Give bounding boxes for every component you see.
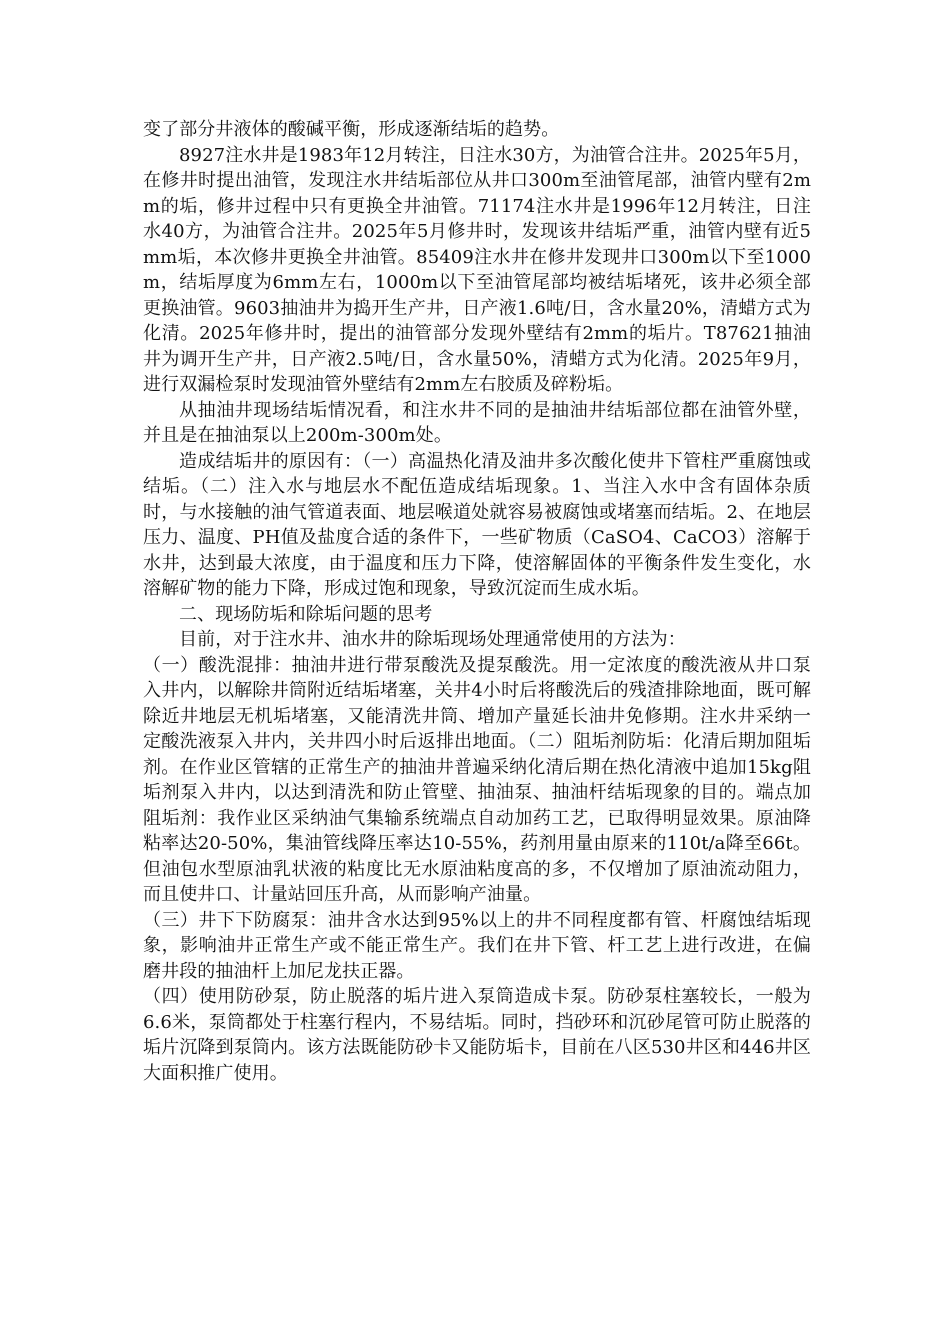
paragraph-well-cases: 8927注水井是1983年12月转注，日注水30方，为油管合注井。2025年5月，在修井时提出油管，发现注水井结垢部位从井口300m至油管尾部，油管内壁有2mm的垢，修井过程中只有更换全井油管。71174注水井是1996年12月转注，日注水40方，为油管合注井。2025年5月修井时，发现该井结垢严重，油管内壁有近5mm垢，本次修井更换全井油管。85409注水井在修井发现井口300m以下至1000m，结垢厚度为6mm左右，1000m以下至油管尾部均被结垢堵死，该井必须全部更换油管。9603抽油井为捣开生产井，日产液1.6吨/日，含水量20%，清蜡方式为化清。2025年修井时，提出的油管部分发现外壁结有2mm的垢片。T87621抽油井为调开生产井，日产液2.5吨/日，含水量50%，清蜡方式为化清。2025年9月，进行双漏检泵时发现油管外壁结有2mm左右胶质及碎粉垢。 — [143, 144, 811, 395]
paragraph-methods-intro: 目前，对于注水井、油水井的除垢现场处理通常使用的方法为： — [179, 629, 686, 650]
paragraph-pump-well-scaling: 从抽油井现场结垢情况看，和注水井不同的是抽油井结垢部位都在油管外壁，并且是在抽油泵以上200m-300m处。 — [143, 399, 811, 446]
paragraph-method-anticorrosion-pump: （三）井下下防腐泵：油井含水达到95%以上的井不同程度都有管、杆腐蚀结垢现象，影响油井正常生产或不能正常生产。我们在井下管、杆工艺上进行改进，在偏磨井段的抽油杆上加尼龙扶正器。 — [143, 909, 811, 982]
paragraph-continuation: 变了部分井液体的酸碱平衡，形成逐渐结垢的趋势。 — [143, 119, 560, 140]
paragraph-scaling-causes: 造成结垢井的原因有：（一）高温热化清及油井多次酸化使井下管柱严重腐蚀或结垢。（二）注入水与地层水不配伍造成结垢现象。1、当注入水中含有固体杂质时，与水接触的油气管道表面、地层喉道处就容易被腐蚀或堵塞而结垢。2、在地层压力、温度、PH值及盐度合适的条件下，一些矿物质（CaSO4、CaCO3）溶解于水井，达到最大浓度，由于温度和压力下降，使溶解固体的平衡条件发生变化，水溶解矿物的能力下降，形成过饱和现象，导致沉淀而生成水垢。 — [143, 450, 811, 599]
paragraph-method-sand-control-pump: （四）使用防砂泵，防止脱落的垢片进入泵筒造成卡泵。防砂泵柱塞较长，一般为6.6米，泵筒都处于柱塞行程内，不易结垢。同时，挡砂环和沉砂尾管可防止脱落的垢片沉降到泵筒内。该方法既能防砂卡又能防垢卡，目前在八区530井区和446井区大面积推广使用。 — [143, 986, 811, 1084]
document-body — [143, 117, 811, 1086]
paragraph-method-acid-wash: （一）酸洗混排：抽油井进行带泵酸洗及提泵酸洗。用一定浓度的酸洗液从井口泵入井内，以解除井筒附近结垢堵塞，关井4小时后将酸洗后的残渣排除地面，既可解除近井地层无机垢堵塞，又能清洗井筒、增加产量延长油井免修期。注水井采纳一定酸洗液泵入井内，关井四小时后返排出地面。（二）阻垢剂防垢：化清后期加阻垢剂。在作业区管辖的正常生产的抽油井普遍采纳化清后期在热化清液中追加15kg阻垢剂泵入井内，以达到清洗和防止管壁、抽油泵、抽油杆结垢现象的目的。端点加阻垢剂：我作业区采纳油气集输系统端点自动加药工艺，已取得明显效果。原油降粘率达20-50%，集油管线降压率达10-55%，药剂用量由原来的110t/a降至66t。但油包水型原油乳状液的粘度比无水原油粘度高的多，不仅增加了原油流动阻力，而且使井口、计量站回压升高，从而影响产油量。 — [143, 654, 811, 905]
section-heading: 二、现场防垢和除垢问题的思考 — [179, 603, 433, 625]
